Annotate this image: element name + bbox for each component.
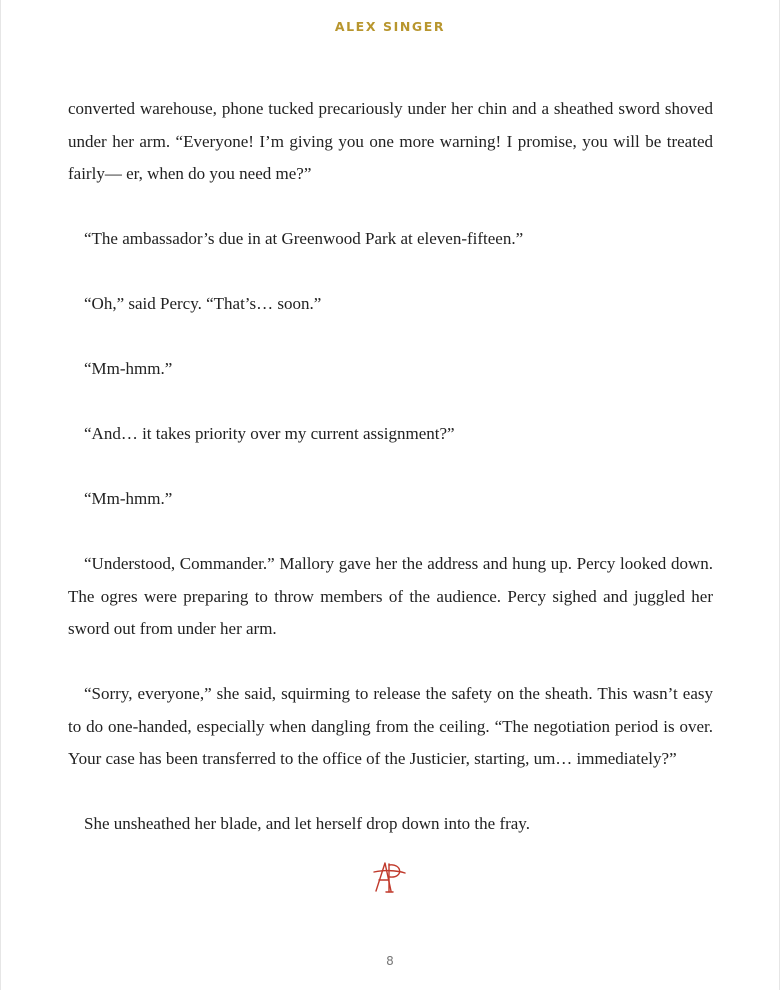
paragraph: “Mm-hmm.” — [84, 489, 173, 508]
paragraph: “The ambassador’s due in at Greenwood Park at eleven-fifteen.” — [84, 229, 524, 248]
paragraph: “And… it takes priority over my current assignment?” — [84, 424, 455, 443]
paragraph: “Mm-hmm.” — [84, 359, 173, 378]
paragraph: “Oh,” said Percy. “That’s… soon.” — [84, 294, 322, 313]
ap-monogram-icon — [372, 858, 408, 894]
story-text — [68, 93, 713, 873]
running-header: ALEX SINGER — [334, 19, 446, 34]
paragraph: “Understood, Commander.” Mallory gave her the address and hung up. Percy looked down. The ogres were preparing to throw members of the audience. Percy sighed and juggled her sword out from under her arm. — [68, 554, 713, 638]
paragraph: She unsheathed her blade, and let herself drop down into the fray. — [84, 814, 530, 833]
paragraph: “Sorry, everyone,” she said, squirming to release the safety on the sheath. This wasn’t easy to do one-handed, especially when dangling from the ceiling. “The negotiation period is over. Your case has been transferred to the office of the Justicier, starting, um… immediately?” — [68, 684, 713, 768]
paragraph: converted warehouse, phone tucked precariously under her chin and a sheathed sword shoved under her arm. “Everyone! I’m giving you one more warning! I promise, you will be treated fairly— er, when do you need me?” — [68, 99, 713, 183]
page-number: 8 — [386, 954, 394, 968]
